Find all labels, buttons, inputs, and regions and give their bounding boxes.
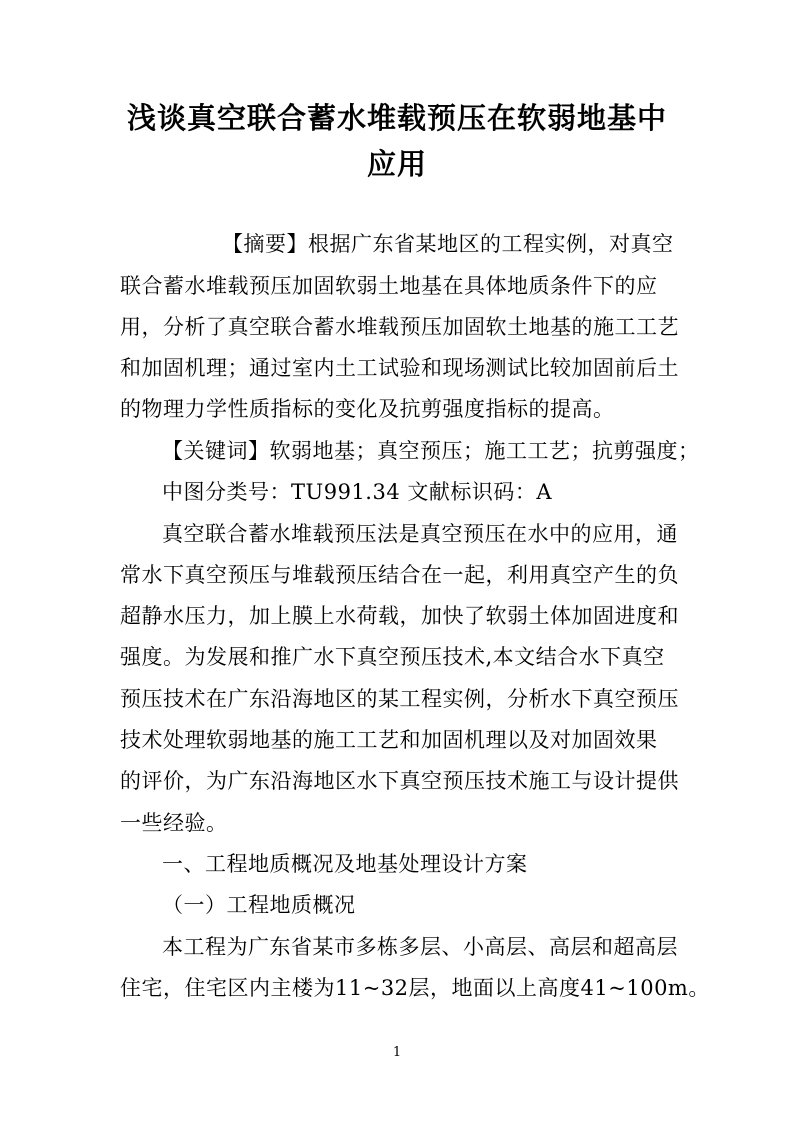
- document-title-line-2: 应用: [366, 147, 427, 181]
- abstract-line-1: 【摘要】根据广东省某地区的工程实例，对真空: [222, 232, 674, 256]
- paragraph-line-7: 的评价，为广东沿海地区水下真空预压技术施工与设计提供: [120, 769, 679, 793]
- paragraph-line-5: 预压技术在广东沿海地区的某工程实例，分析水下真空预压: [120, 687, 679, 711]
- paragraph-line-8: 一些经验。: [120, 811, 228, 835]
- paragraph-line-6: 技术处理软弱地基的施工工艺和加固机理以及对加固效果: [120, 728, 658, 752]
- subsection-heading: （一）工程地质概况: [162, 893, 356, 917]
- section-heading: 一、工程地质概况及地基处理设计方案: [162, 852, 528, 876]
- paragraph-line-1: 真空联合蓄水堆载预压法是真空预压在水中的应用，通: [162, 522, 678, 546]
- classification-line: 中图分类号：TU991.34 文献标识码：A: [162, 480, 553, 504]
- abstract-line-2: 联合蓄水堆载预压加固软弱土地基在具体地质条件下的应: [120, 274, 658, 298]
- abstract-line-3: 用，分析了真空联合蓄水堆载预压加固软土地基的施工工艺: [120, 315, 679, 339]
- abstract-line-4: 和加固机理；通过室内土工试验和现场测试比较加固前后土: [120, 356, 679, 380]
- paragraph-line-3: 超静水压力，加上膜上水荷载，加快了软弱土体加固进度和: [120, 604, 679, 628]
- abstract-line-5: 的物理力学性质指标的变化及抗剪强度指标的提高。: [120, 397, 615, 421]
- paragraph-line-2: 常水下真空预压与堆载预压结合在一起，利用真空产生的负: [120, 563, 679, 587]
- body-line-2: 住宅，住宅区内主楼为11~32层，地面以上高度41~100m。: [120, 976, 710, 1000]
- body-line-1: 本工程为广东省某市多栋多层、小高层、高层和超高层: [162, 935, 678, 959]
- paragraph-line-4: 强度。为发展和推广水下真空预压技术,本文结合水下真空: [120, 645, 665, 669]
- keywords-line: 【关键词】软弱地基；真空预压；施工工艺；抗剪强度；: [162, 439, 700, 463]
- document-title-line-1: 浅谈真空联合蓄水堆载预压在软弱地基中: [126, 101, 667, 135]
- page-number: 1: [392, 1045, 402, 1060]
